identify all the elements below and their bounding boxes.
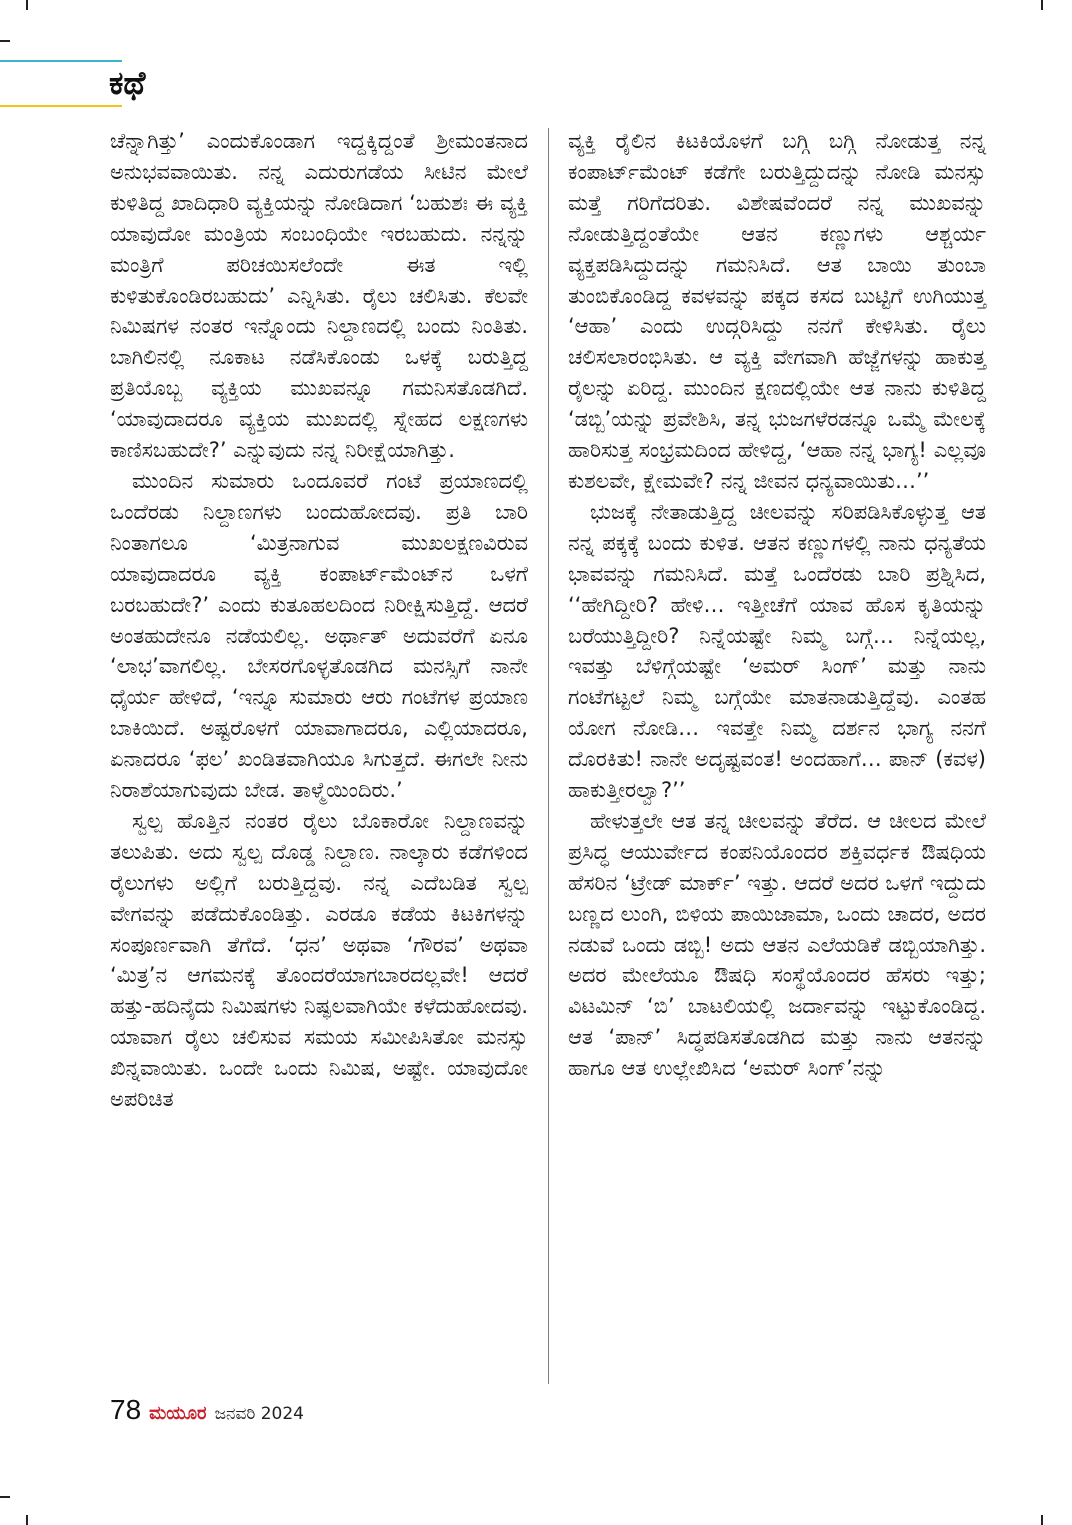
column-divider	[548, 128, 549, 1384]
crop-mark-left-upper	[0, 40, 10, 42]
paragraph: ವ್ಯಕ್ತಿ ರೈಲಿನ ಕಿಟಕಿಯೊಳಗೆ ಬಗ್ಗಿ ಬಗ್ಗಿ ನೋಡುತ್ತ ನನ್ನ ಕಂಪಾರ್ಟ್‌ಮೆಂಟ್ ಕಡೆಗೇ ಬರುತ್ತಿದ್ದುದನ್ನು ನೋಡಿ ಮನಸ್ಸು ಮತ್ತೆ ಗರಿಗೆದರಿತು. ವಿಶೇಷವೆಂದರೆ ನನ್ನ ಮುಖವನ್ನು ನೋಡುತ್ತಿದ್ದಂತೆಯೇ ಆತನ ಕಣ್ಣುಗಳು ಆಶ್ಚರ್ಯ ವ್ಯಕ್ತಪಡಿಸಿದ್ದುದನ್ನು ಗಮನಿಸಿದೆ. ಆತ ಬಾಯಿ ತುಂಬಾ ತುಂಬಿಕೊಂಡಿದ್ದ ಕವಳವನ್ನು ಪಕ್ಕದ ಕಸದ ಬುಟ್ಟಿಗೆ ಉಗಿಯುತ್ತ ‘ಆಹಾ’ ಎಂದು ಉದ್ಗರಿಸಿದ್ದು ನನಗೆ ಕೇಳಿಸಿತು. ರೈಲು ಚಲಿಸಲಾರಂಭಿಸಿತು. ಆ ವ್ಯಕ್ತಿ ವೇಗವಾಗಿ ಹೆಜ್ಜೆಗಳನ್ನು ಹಾಕುತ್ತ ರೈಲನ್ನು ಏರಿದ್ದ. ಮುಂದಿನ ಕ್ಷಣದಲ್ಲಿಯೇ ಆತ ನಾನು ಕುಳಿತಿದ್ದ ‘ಡಬ್ಬಿ’ಯನ್ನು ಪ್ರವೇಶಿಸಿ, ತನ್ನ ಭುಜಗಳೆರಡನ್ನೂ ಒಮ್ಮೆ ಮೇಲಕ್ಕೆ ಹಾರಿಸುತ್ತ ಸಂಭ್ರಮದಿಂದ ಹೇಳಿದ್ದ, ‘ಆಹಾ ನನ್ನ ಭಾಗ್ಯ! ಎಲ್ಲವೂ ಕುಶಲವೇ, ಕ್ಷೇಮವೇ? ನನ್ನ ಜೀವನ ಧನ್ಯವಾಯಿತು…’’	[568, 129, 986, 493]
paragraph: ಮುಂದಿನ ಸುಮಾರು ಒಂದೂವರೆ ಗಂಟೆ ಪ್ರಯಾಣದಲ್ಲಿ ಒಂದೆರಡು ನಿಲ್ದಾಣಗಳು ಬಂದುಹೋದವು. ಪ್ರತಿ ಬಾರಿ ನಿಂತಾಗಲೂ ‘ಮಿತ್ರನಾಗುವ ಮುಖಲಕ್ಷಣವಿರುವ ಯಾವುದಾದರೂ ವ್ಯಕ್ತಿ ಕಂಪಾರ್ಟ್‌ಮೆಂಟ್‌ನ ಒಳಗೆ ಬರಬಹುದೇ?’ ಎಂದು ಕುತೂಹಲದಿಂದ ನಿರೀಕ್ಷಿಸುತ್ತಿದ್ದೆ. ಆದರೆ ಅಂತಹುದೇನೂ ನಡೆಯಲಿಲ್ಲ. ಅರ್ಥಾತ್ ಅದುವರೆಗೆ ಏನೂ ‘ಲಾಭ’ವಾಗಲಿಲ್ಲ. ಬೇಸರಗೊಳ್ಳತೊಡಗಿದ ಮನಸ್ಸಿಗೆ ನಾನೇ ಧೈರ್ಯ ಹೇಳಿದೆ, ‘ಇನ್ನೂ ಸುಮಾರು ಆರು ಗಂಟೆಗಳ ಪ್ರಯಾಣ ಬಾಕಿಯಿದೆ. ಅಷ್ಟರೊಳಗೆ ಯಾವಾಗಾದರೂ, ಎಲ್ಲಿಯಾದರೂ, ಏನಾದರೂ ‘ಫಲ’ ಖಂಡಿತವಾಗಿಯೂ ಸಿಗುತ್ತದೆ. ಈಗಲೇ ನೀನು ನಿರಾಶೆಯಾಗುವುದು ಬೇಡ. ತಾಳ್ಮೆಯಿಂದಿರು.’	[110, 468, 528, 803]
crop-mark-bottom-right	[1041, 1515, 1043, 1525]
crop-mark-left-lower	[0, 1496, 10, 1498]
paragraph: ಚೆನ್ನಾಗಿತ್ತು’ ಎಂದುಕೊಂಡಾಗ ಇದ್ದಕ್ಕಿದ್ದಂತೆ ಶ್ರೀಮಂತನಾದ ಅನುಭವವಾಯಿತು. ನನ್ನ ಎದುರುಗಡೆಯ ಸೀಟಿನ ಮೇಲೆ ಕುಳಿತಿದ್ದ ಖಾದಿಧಾರಿ ವ್ಯಕ್ತಿಯನ್ನು ನೋಡಿದಾಗ ‘ಬಹುಶಃ ಈ ವ್ಯಕ್ತಿ ಯಾವುದೋ ಮಂತ್ರಿಯ ಸಂಬಂಧಿಯೇ ಇರಬಹುದು. ನನ್ನನ್ನು ಮಂತ್ರಿಗೆ ಪರಿಚಯಿಸಲೆಂದೇ ಈತ ಇಲ್ಲಿ ಕುಳಿತುಕೊಂಡಿರಬಹುದು’ ಎನ್ನಿಸಿತು. ರೈಲು ಚಲಿಸಿತು. ಕೆಲವೇ ನಿಮಿಷಗಳ ನಂತರ ಇನ್ನೊಂದು ನಿಲ್ದಾಣದಲ್ಲಿ ಬಂದು ನಿಂತಿತು. ಬಾಗಿಲಿನಲ್ಲಿ ನೂಕಾಟ ನಡೆಸಿಕೊಂಡು ಒಳಕ್ಕೆ ಬರುತ್ತಿದ್ದ ಪ್ರತಿಯೊಬ್ಬ ವ್ಯಕ್ತಿಯ ಮುಖವನ್ನೂ ಗಮನಿಸತೊಡಗಿದೆ. ‘ಯಾವುದಾದರೂ ವ್ಯಕ್ತಿಯ ಮುಖದಲ್ಲಿ ಸ್ನೇಹದ ಲಕ್ಷಣಗಳು ಕಾಣಿಸಬಹುದೇ?’ ಎನ್ನುವುದು ನನ್ನ ನಿರೀಕ್ಷೆಯಾಗಿತ್ತು.	[110, 129, 528, 463]
magazine-name: ಮಯೂರ	[149, 1403, 207, 1424]
left-column	[110, 126, 528, 1115]
section-label: ಕಥೆ	[109, 64, 146, 102]
header-rule-bottom	[0, 105, 122, 107]
paragraph: ಭುಜಕ್ಕೆ ನೇತಾಡುತ್ತಿದ್ದ ಚೀಲವನ್ನು ಸರಿಪಡಿಸಿಕೊಳ್ಳುತ್ತ ಆತ ನನ್ನ ಪಕ್ಕಕ್ಕೆ ಬಂದು ಕುಳಿತ. ಆತನ ಕಣ್ಣುಗಳಲ್ಲಿ ನಾನು ಧನ್ಯತೆಯ ಭಾವವನ್ನು ಗಮನಿಸಿದೆ. ಮತ್ತೆ ಒಂದೆರಡು ಬಾರಿ ಪ್ರಶ್ನಿಸಿದ, ‘‘ಹೇಗಿದ್ದೀರಿ? ಹೇಳಿ… ಇತ್ತೀಚೆಗೆ ಯಾವ ಹೊಸ ಕೃತಿಯನ್ನು ಬರೆಯುತ್ತಿದ್ದೀರಿ? ನಿನ್ನೆಯಷ್ಟೇ ನಿಮ್ಮ ಬಗ್ಗೆ… ನಿನ್ನೆಯಲ್ಲ, ಇವತ್ತು ಬೆಳಿಗ್ಗೆಯಷ್ಟೇ ‘ಅಮರ್ ಸಿಂಗ್’ ಮತ್ತು ನಾನು ಗಂಟೆಗಟ್ಟಲೆ ನಿಮ್ಮ ಬಗ್ಗೆಯೇ ಮಾತನಾಡುತ್ತಿದ್ದೆವು. ಎಂತಹ ಯೋಗ ನೋಡಿ… ಇವತ್ತೇ ನಿಮ್ಮ ದರ್ಶನ ಭಾಗ್ಯ ನನಗೆ ದೊರಕಿತು! ನಾನೇ ಅದೃಷ್ಟವಂತ! ಅಂದಹಾಗೆ… ಪಾನ್ (ಕವಳ) ಹಾಕುತ್ತೀರಲ್ವಾ?’’	[568, 499, 986, 803]
page-number: 78	[110, 1394, 142, 1425]
paragraph: ಹೇಳುತ್ತಲೇ ಆತ ತನ್ನ ಚೀಲವನ್ನು ತೆರೆದ. ಆ ಚೀಲದ ಮೇಲೆ ಪ್ರಸಿದ್ಧ ಆಯುರ್ವೇದ ಕಂಪನಿಯೊಂದರ ಶಕ್ತಿವರ್ಧಕ ಔಷಧಿಯ ಹೆಸರಿನ ‘ಟ್ರೇಡ್ ಮಾರ್ಕ್’ ಇತ್ತು. ಆದರೆ ಅದರ ಒಳಗೆ ಇದ್ದುದು ಬಣ್ಣದ ಲುಂಗಿ, ಬಿಳಿಯ ಪಾಯಿಜಾಮಾ, ಒಂದು ಚಾದರ, ಅದರ ನಡುವೆ ಒಂದು ಡಬ್ಬಿ! ಅದು ಆತನ ಎಲೆಯಡಿಕೆ ಡಬ್ಬಿಯಾಗಿತ್ತು. ಅದರ ಮೇಲೆಯೂ ಔಷಧಿ ಸಂಸ್ಥೆಯೊಂದರ ಹೆಸರು ಇತ್ತು; ವಿಟಮಿನ್ ‘ಬಿ’ ಬಾಟಲಿಯಲ್ಲಿ ಜರ್ದಾವನ್ನು ಇಟ್ಟುಕೊಂಡಿದ್ದ. ಆತ ‘ಪಾನ್’ ಸಿದ್ಧಪಡಿಸತೊಡಗಿದ ಮತ್ತು ನಾನು ಆತನನ್ನು ಹಾಗೂ ಆತ ಉಲ್ಲೇಖಿಸಿದ ‘ಅಮರ್ ಸಿಂಗ್’ನನ್ನು	[568, 808, 986, 1081]
crop-mark-top-left	[26, 0, 28, 10]
right-column	[568, 126, 986, 1084]
crop-mark-top-right	[1041, 0, 1043, 10]
paragraph: ಸ್ವಲ್ಪ ಹೊತ್ತಿನ ನಂತರ ರೈಲು ಬೊಕಾರೋ ನಿಲ್ದಾಣವನ್ನು ತಲುಪಿತು. ಅದು ಸ್ವಲ್ಪ ದೊಡ್ಡ ನಿಲ್ದಾಣ. ನಾಲ್ಕಾರು ಕಡೆಗಳಿಂದ ರೈಲುಗಳು ಅಲ್ಲಿಗೆ ಬರುತ್ತಿದ್ದವು. ನನ್ನ ಎದೆಬಡಿತ ಸ್ವಲ್ಪ ವೇಗವನ್ನು ಪಡೆದುಕೊಂಡಿತ್ತು. ಎರಡೂ ಕಡೆಯ ಕಿಟಕಿಗಳನ್ನು ಸಂಪೂರ್ಣವಾಗಿ ತೆಗೆದೆ. ‘ಧನ’ ಅಥವಾ ‘ಗೌರವ’ ಅಥವಾ ‘ಮಿತ್ರ’ನ ಆಗಮನಕ್ಕೆ ತೊಂದರೆಯಾಗಬಾರದಲ್ಲವೇ! ಆದರೆ ಹತ್ತು-ಹದಿನೈದು ನಿಮಿಷಗಳು ನಿಷ್ಫಲವಾಗಿಯೇ ಕಳೆದುಹೋದವು. ಯಾವಾಗ ರೈಲು ಚಲಿಸುವ ಸಮಯ ಸಮೀಪಿಸಿತೋ ಮನಸ್ಸು ಖಿನ್ನವಾಯಿತು. ಒಂದೇ ಒಂದು ನಿಮಿಷ, ಅಷ್ಟೇ. ಯಾವುದೋ ಅಪರಿಚಿತ	[110, 808, 528, 1112]
header-rule-top	[0, 60, 122, 62]
page-footer	[110, 1394, 304, 1428]
issue-date: ಜನವರಿ 2024	[214, 1404, 304, 1424]
crop-mark-bottom-left	[26, 1515, 28, 1525]
